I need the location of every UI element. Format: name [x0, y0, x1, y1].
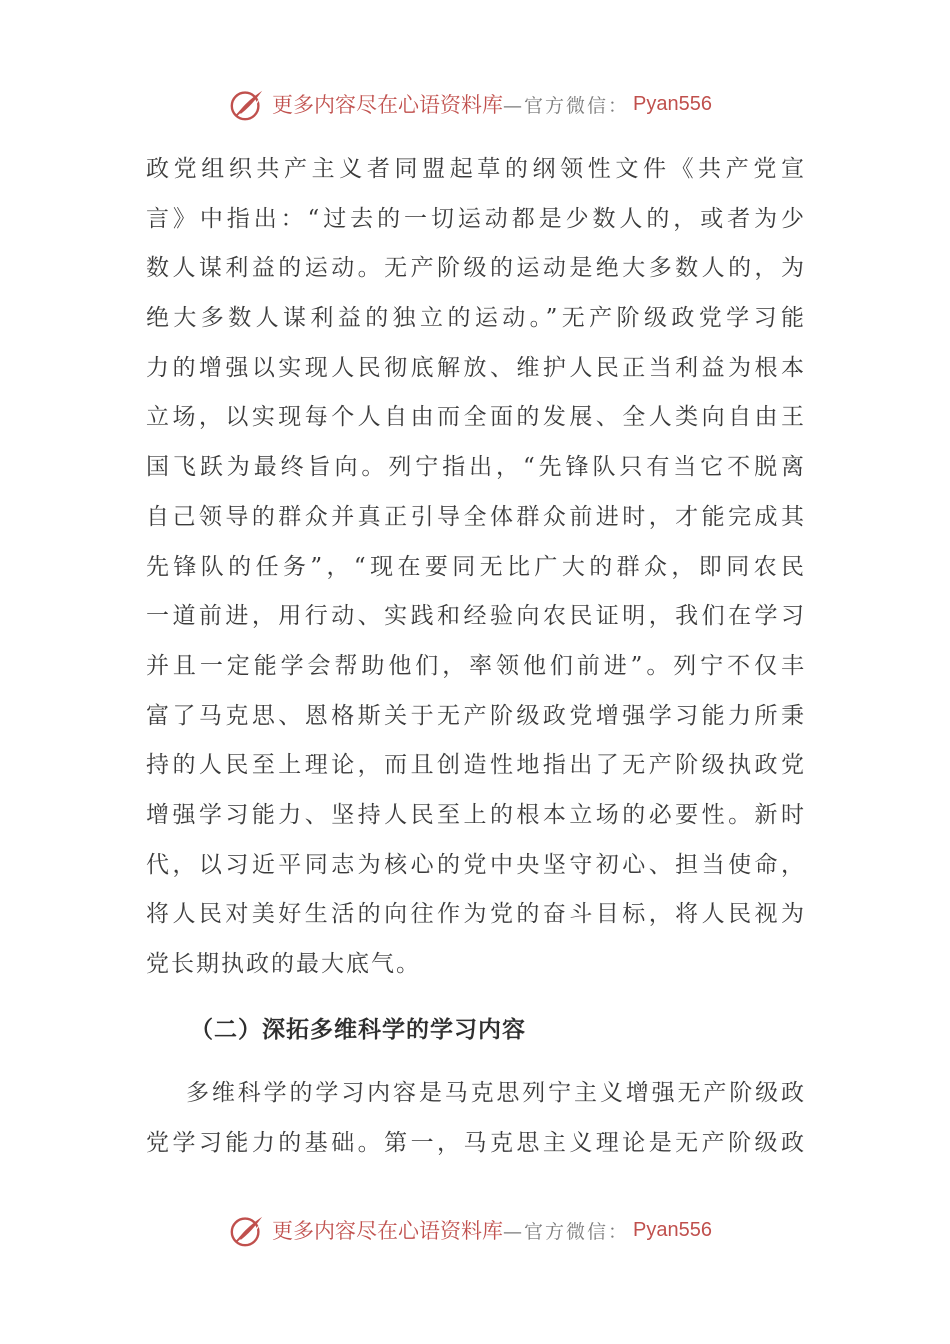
- section-heading: （二）深拓多维科学的学习内容: [190, 1016, 526, 1043]
- text-line: 将人民对美好生活的向往作为党的奋斗目标，将人民视为: [146, 901, 806, 928]
- text-line: 力的增强以实现人民彻底解放、维护人民正当利益为根本: [146, 354, 806, 381]
- body-paragraph: [146, 145, 806, 990]
- text-line: 自己领导的群众并真正引导全体群众前进时，才能完成其: [146, 503, 806, 530]
- watermark-contact-label: —官方微信：: [503, 1220, 630, 1243]
- text-line: 言》中指出：“过去的一切运动都是少数人的，或者为少: [146, 205, 806, 232]
- quill-pen-icon: [228, 1211, 266, 1249]
- text-line: 党学习能力的基础。第一，马克思主义理论是无产阶级政: [146, 1129, 806, 1156]
- text-line: 增强学习能力、坚持人民至上的根本立场的必要性。新时: [146, 801, 806, 828]
- text-line: 一道前进，用行动、实践和经验向农民证明，我们在学习: [146, 603, 806, 630]
- text-line: 政党组织共产主义者同盟起草的纲领性文件《共产党宣: [146, 156, 806, 182]
- text-line: 并且一定能学会帮助他们，率领他们前进”。列宁不仅丰: [146, 652, 806, 679]
- text-line: 党长期执政的最大底气。: [146, 951, 421, 977]
- watermark-wechat-id: Pyan556: [633, 92, 712, 115]
- text-line: 国飞跃为最终旨向。列宁指出，“先锋队只有当它不脱离: [146, 454, 806, 481]
- text-line: 持的人民至上理论，而且创造性地指出了无产阶级执政党: [146, 752, 806, 779]
- text-line: 富了马克思、恩格斯关于无产阶级政党增强学习能力所秉: [146, 702, 806, 729]
- body-paragraph-2: [146, 1069, 806, 1168]
- text-line: 代，以习近平同志为核心的党中央坚守初心、担当使命，: [146, 851, 806, 878]
- text-line: 先锋队的任务”，“现在要同无比广大的群众，即同农民: [146, 553, 806, 580]
- quill-pen-icon: [228, 85, 266, 123]
- watermark-wechat-id: Pyan556: [633, 1218, 712, 1241]
- text-line: 数人谋利益的运动。无产阶级的运动是绝大多数人的，为: [146, 255, 806, 282]
- watermark-site-text: 更多内容尽在心语资料库: [272, 1219, 503, 1243]
- footer-watermark-banner: [228, 1210, 712, 1250]
- text-line: 立场，以实现每个人自由而全面的发展、全人类向自由王: [146, 404, 806, 431]
- text-line: 绝大多数人谋利益的独立的运动。”无产阶级政党学习能: [146, 305, 806, 332]
- watermark-site-text: 更多内容尽在心语资料库: [272, 93, 503, 117]
- watermark-contact-label: —官方微信：: [503, 94, 630, 117]
- header-watermark-banner: [228, 84, 712, 124]
- text-line: 多维科学的学习内容是马克思列宁主义增强无产阶级政: [186, 1080, 806, 1106]
